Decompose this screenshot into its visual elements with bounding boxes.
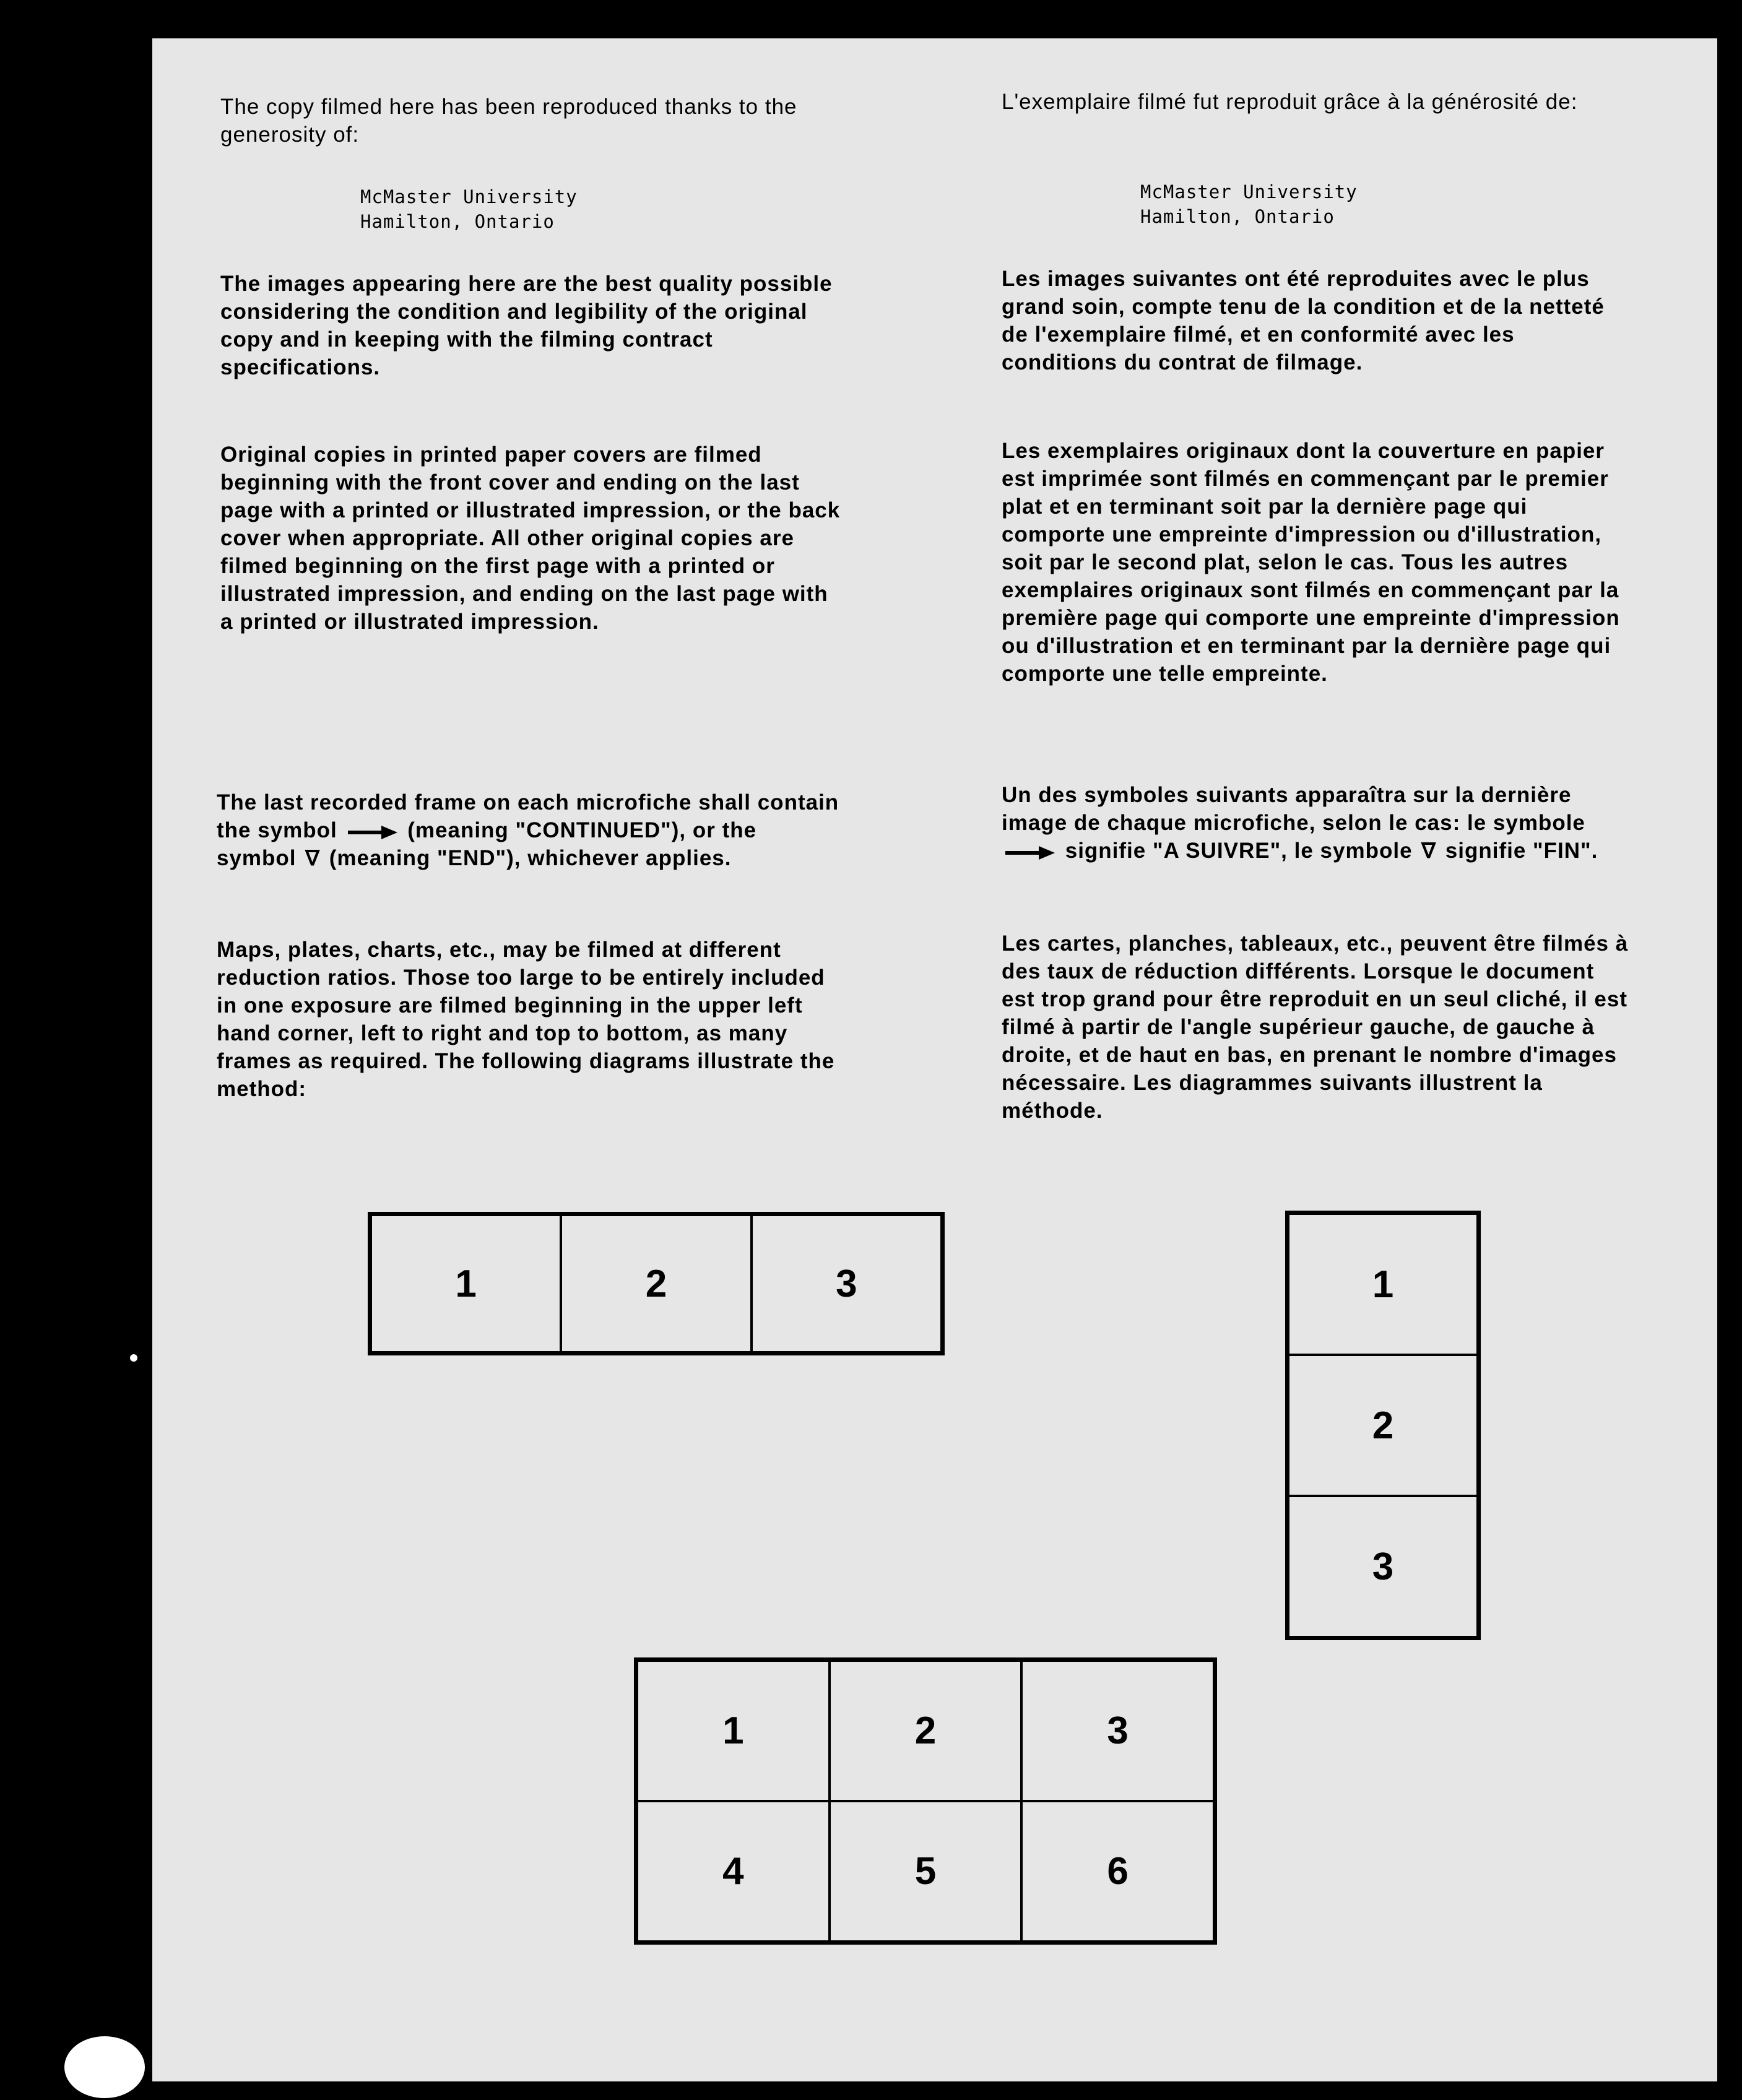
english-symbols-paragraph — [217, 789, 842, 873]
english-institution-city: Hamilton, Ontario — [360, 211, 555, 232]
arrow-right-icon — [348, 826, 397, 838]
frame-cell: 3 — [752, 1215, 942, 1352]
english-covers-paragraph: Original copies in printed paper covers are filmed beginning with the front cover and ending on the last page with a printed or illustrated impression, or the back cover when appropriate. All other original copies are filmed beginning on the first page with a printed or illustrated impression, and ending on the last page with a printed or illustrated impression. — [220, 443, 841, 634]
english-symbols-text-2: (meaning "CONTINUED"), or the symbol — [217, 818, 757, 870]
film-speck — [130, 1354, 137, 1362]
frame-cell: 3 — [1021, 1661, 1214, 1801]
french-symbols-paragraph — [1002, 781, 1627, 865]
horizontal-frame-diagram — [368, 1212, 945, 1355]
frame-cell: 1 — [371, 1215, 561, 1352]
arrow-right-icon — [1005, 846, 1055, 858]
frame-cell: 2 — [830, 1661, 1022, 1801]
french-symbols-text-2: signifie "A SUIVRE", le symbole — [1065, 839, 1413, 863]
frame-cell: 6 — [1021, 1801, 1214, 1942]
vertical-frame-diagram — [1285, 1211, 1481, 1640]
french-covers-paragraph: Les exemplaires originaux dont la couverture en papier est imprimée sont filmés en commençant par le premier plat et en terminant soit par la dernière page qui comporte une empreinte d'impression ou d'illustration, soit par le second plat, selon le cas. Tous les autres exemplaires originaux sont filmés en commençant par la première page qui comporte une empreinte d'impression ou d'illustration et en terminant par la dernière page qui comporte une telle empreinte. — [1002, 439, 1620, 686]
french-symbols-text-1: Un des symboles suivants apparaîtra sur la dernière image de chaque microfiche, selon le cas: le symbole — [1002, 783, 1585, 835]
frame-cell: 2 — [1288, 1355, 1478, 1496]
microfiche-target-page — [152, 38, 1717, 2081]
film-speck — [64, 2036, 145, 2098]
frame-cell: 1 — [1288, 1214, 1478, 1355]
french-symbols-text-3: signifie "FIN". — [1445, 839, 1598, 863]
french-intro: L'exemplaire filmé fut reproduit grâce à la générosité de: — [1002, 90, 1578, 114]
english-maps-paragraph: Maps, plates, charts, etc., may be filmed at different reduction ratios. Those too large to be entirely included in one exposure are filmed beginning in the upper left hand corner, left to right and top to bottom, as many frames as required. The following diagrams illustrate the method: — [217, 938, 835, 1101]
english-symbols-text-1: The last recorded frame on each microfiche shall contain the symbol — [217, 790, 839, 842]
frame-cell: 1 — [637, 1661, 830, 1801]
frame-cell: 2 — [561, 1215, 751, 1352]
english-symbols-text-3: (meaning "END"), whichever applies. — [329, 846, 732, 870]
french-institution-city: Hamilton, Ontario — [1140, 206, 1335, 227]
frame-cell: 4 — [637, 1801, 830, 1942]
english-quality-paragraph: The images appearing here are the best quality possible considering the condition and legibility of the original copy and in keeping with the filming contract specifications. — [220, 272, 833, 379]
frame-cell: 5 — [830, 1801, 1022, 1942]
frame-cell: 3 — [1288, 1496, 1478, 1637]
english-institution-name: McMaster University — [360, 186, 578, 207]
french-quality-paragraph: Les images suivantes ont été reproduites avec le plus grand soin, compte tenu de la condition et de la netteté de l'exemplaire filmé, et en conformité avec les conditions du contrat de filmage. — [1002, 267, 1605, 374]
english-intro: The copy filmed here has been reproduced thanks to the generosity of: — [220, 95, 797, 147]
french-maps-paragraph: Les cartes, planches, tableaux, etc., peuvent être filmés à des taux de réduction différents. Lorsque le document est trop grand pour être reproduit en un seul cliché, il est filmé à partir de l'angle supérieur gauche, de gauche à droite, et de haut en bas, en prenant le nombre d'images nécessaire. Les diagrammes suivants illustrent la méthode. — [1002, 931, 1629, 1123]
triangle-down-icon: ∇ — [305, 847, 321, 870]
french-institution-name: McMaster University — [1140, 181, 1358, 202]
grid-frame-diagram — [634, 1657, 1217, 1945]
triangle-down-icon: ∇ — [1421, 839, 1437, 863]
